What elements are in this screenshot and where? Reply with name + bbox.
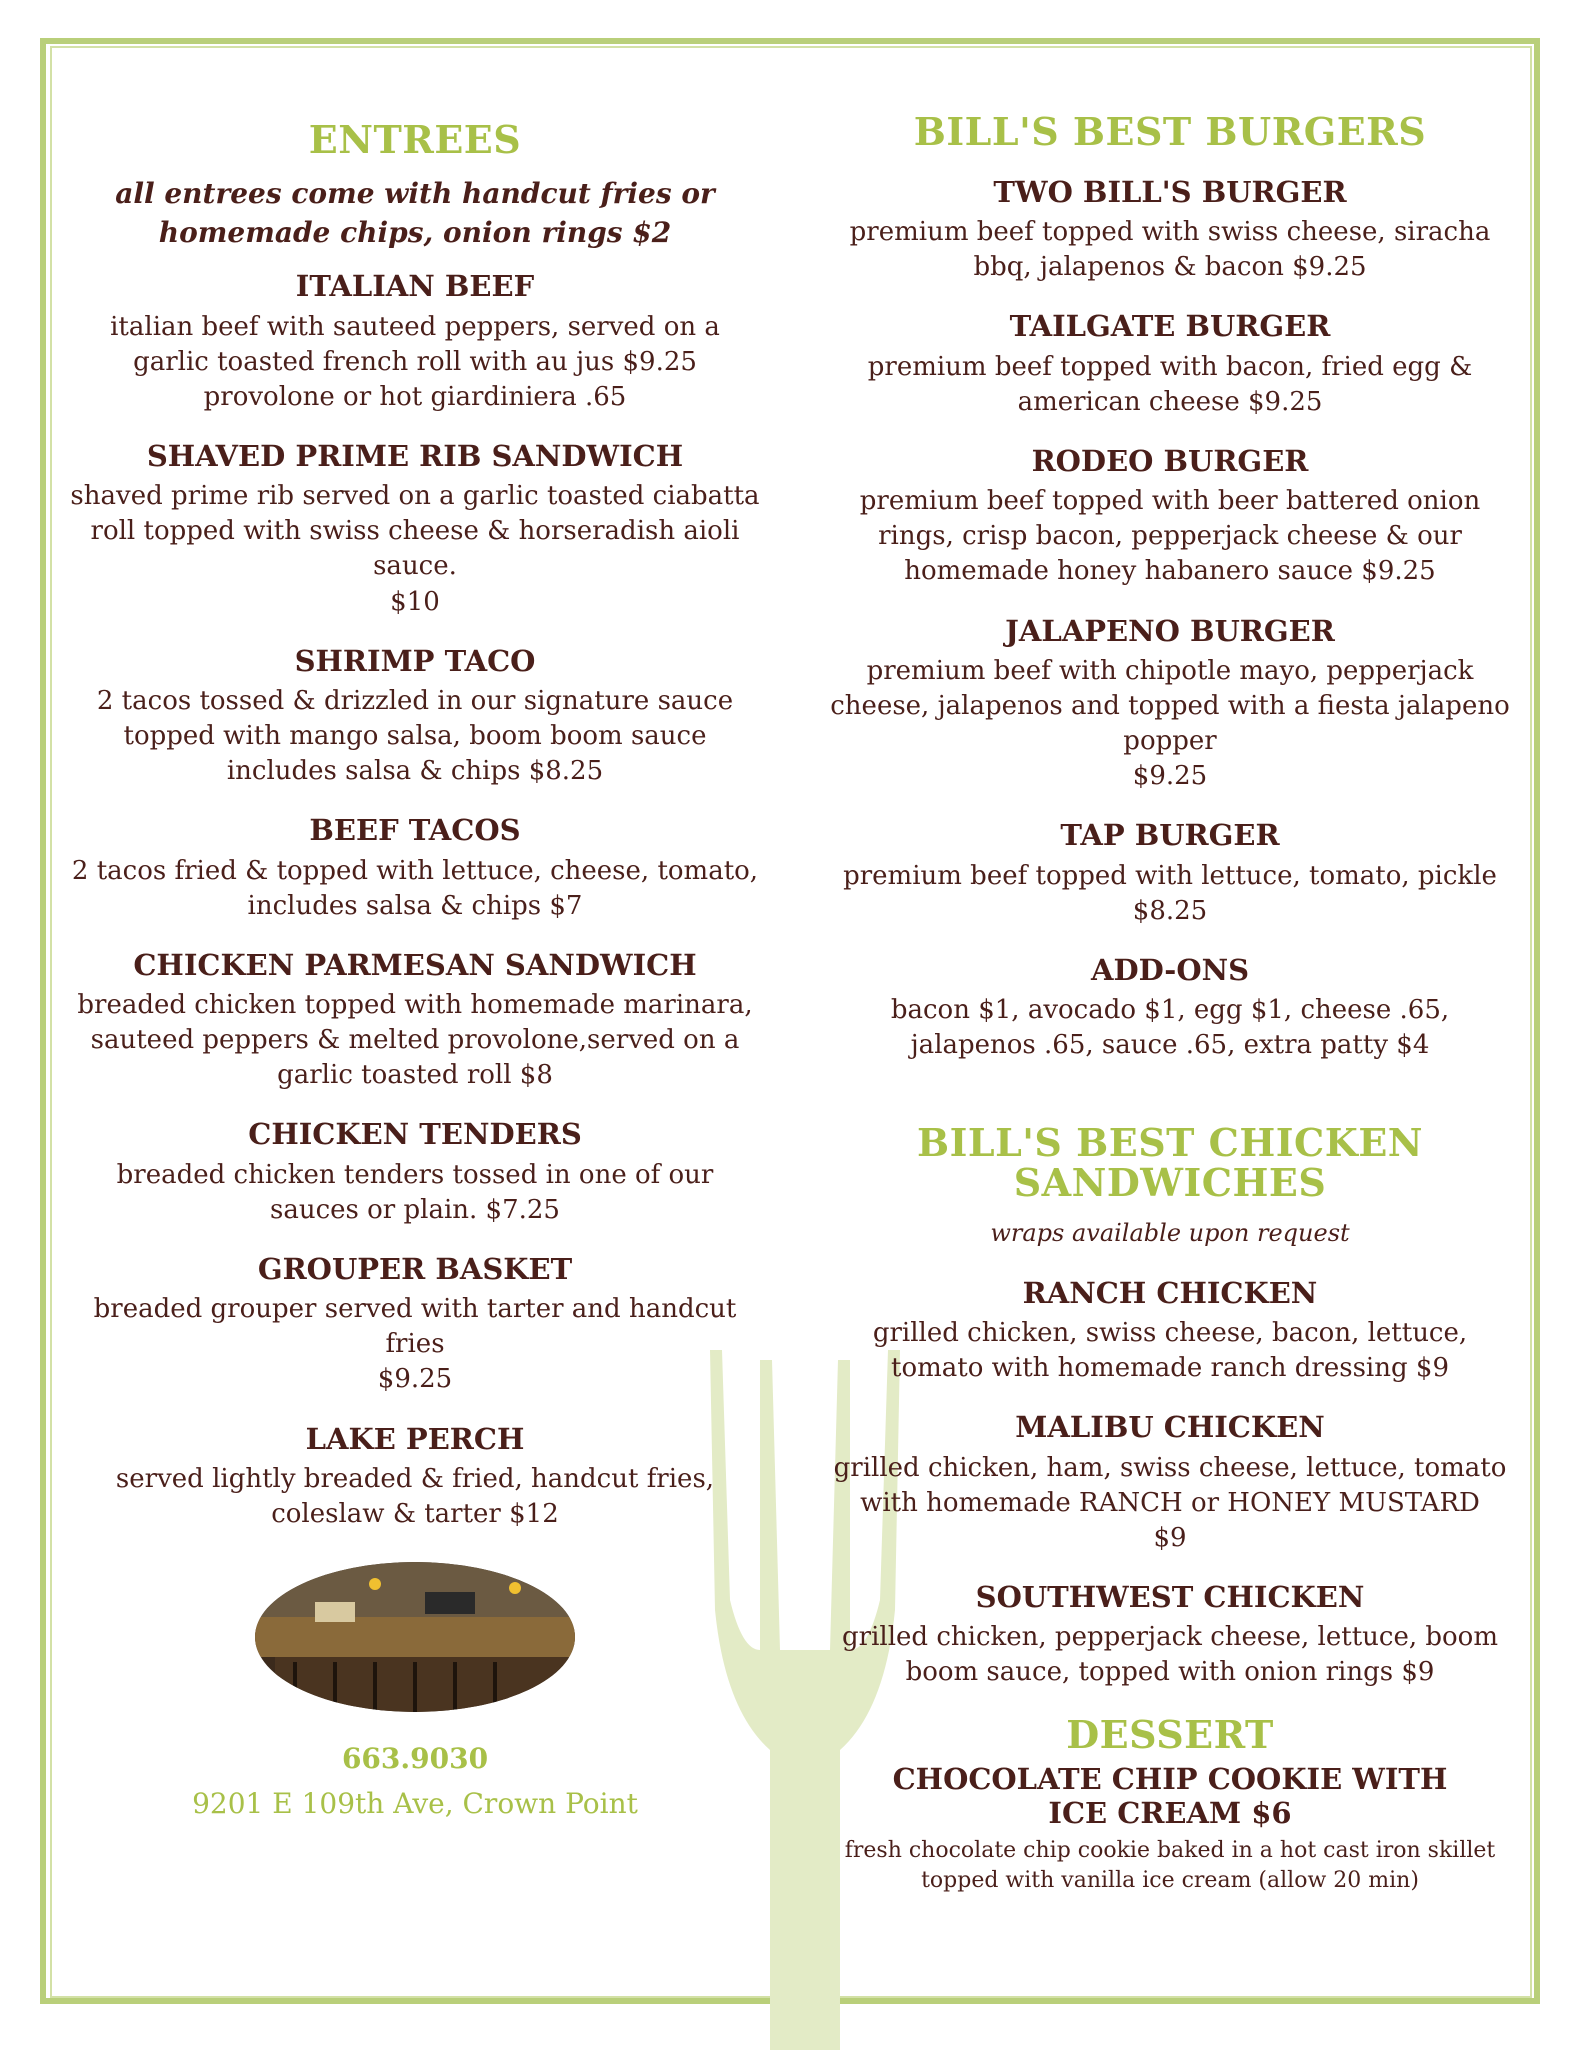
chicken-note: wraps available upon request [990,1219,1350,1248]
item-description: grilled chicken, swiss cheese, bacon, lettuce, tomato with homemade ranch dressing $9 [872,1318,1468,1384]
item-description: breaded chicken tenders tossed in one of our sauces or plain. $7.25 [116,1159,714,1225]
burgers-title: BILL'S BEST BURGERS [913,109,1427,154]
item-description: fresh chocolate chip cookie baked in a hot cast iron skillet topped with vanilla ice cream (allow 20 min) [844,1838,1496,1893]
entrees-column [70,117,760,1821]
item-name: ADD-ONS [1090,952,1250,987]
item-description: premium beef with chipotle mayo, pepperjack cheese, jalapenos and topped with a fiesta jalapeno popper $9.25 [830,655,1510,792]
item-description: premium beef topped with beer battered onion rings, crisp bacon, pepperjack cheese & our homemade honey habanero sauce $9.25 [859,486,1481,587]
menu-item [825,445,1515,590]
item-description: breaded chicken topped with homemade marinara, sauteed peppers & melted provolone,served on a garlic toasted roll $8 [77,990,753,1091]
menu-item [825,1277,1515,1387]
item-name: BEEF TACOS [309,813,521,848]
item-name: SHRIMP TACO [294,643,536,678]
menu-item [70,949,760,1094]
menu-item [70,814,760,924]
menu-item [825,819,1515,929]
dessert-title: DESSERT [1066,1712,1274,1758]
restaurant-photo [255,1562,575,1712]
item-name: CHICKEN PARMESAN SANDWICH [133,947,697,982]
item-description: breaded grouper served with tarter and handcut fries $9.25 [93,1294,737,1395]
chicken-title: BILL'S BEST CHICKEN SANDWICHES [916,1120,1424,1206]
item-name: LAKE PERCH [305,1421,525,1456]
item-name: TAP BURGER [1060,818,1280,853]
menu-item [825,176,1515,286]
burgers-column [825,109,1515,1920]
menu-item [825,954,1515,1064]
entrees-title: ENTREES [308,117,522,162]
item-name: RANCH CHICKEN [1022,1275,1318,1310]
item-name: ITALIAN BEEF [295,269,535,304]
menu-item [825,310,1515,420]
item-name: JALAPENO BURGER [1005,613,1335,648]
item-name: MALIBU CHICKEN [1015,1410,1325,1445]
item-name: SOUTHWEST CHICKEN [975,1579,1365,1614]
menu-item [70,1253,760,1398]
item-name: TWO BILL'S BURGER [993,174,1347,209]
menu-item [70,440,760,620]
item-description: premium beef topped with lettuce, tomato, pickle $8.25 [843,860,1497,926]
menu-item [825,1581,1515,1691]
item-description: 2 tacos tossed & drizzled in our signature sauce topped with mango salsa, boom boom sauce includes salsa & chips $8.25 [96,685,734,787]
item-name: SHAVED PRIME RIB SANDWICH [146,438,684,473]
phone-number: 663.9030 [341,1742,489,1776]
menu-item [70,1423,760,1533]
item-name: GROUPER BASKET [257,1251,573,1286]
menu-item [825,1763,1515,1895]
item-description: bacon $1, avocado $1, egg $1, cheese .65, jalapenos .65, sauce .65, extra patty $4 [890,995,1450,1061]
item-description: premium beef topped with bacon, fried egg & american cheese $9.25 [867,351,1473,417]
item-description: served lightly breaded & fried, handcut fries, coleslaw & tarter $12 [115,1463,715,1529]
item-description: grilled chicken, ham, swiss cheese, lettuce, tomato with homemade RANCH or HONEY MUSTARD $9 [833,1452,1507,1553]
menu-item [825,1411,1515,1556]
item-description: shaved prime rib served on a garlic toasted ciabatta roll topped with swiss cheese & horseradish aioli sauce. $10 [70,481,760,617]
item-description: 2 tacos fried & topped with lettuce, cheese, tomato, includes salsa & chips $7 [71,855,759,921]
item-name: RODEO BURGER [1031,443,1309,478]
menu-item [825,615,1515,795]
menu-item [70,270,760,415]
item-name: TAILGATE BURGER [1009,309,1331,344]
entrees-note: all entrees come with handcut fries or homemade chips, onion rings $2 [115,176,715,250]
menu-item [70,1118,760,1228]
item-name: CHICKEN TENDERS [248,1117,582,1152]
address: 9201 E 109th Ave, Crown Point [192,1787,638,1821]
menu-item [70,645,760,790]
item-description: premium beef topped with swiss cheese, siracha bbq, jalapenos & bacon $9.25 [849,217,1491,283]
item-description: italian beef with sauteed peppers, served on a garlic toasted french roll with au jus $9.25 provolone or hot giardiniera .65 [110,311,720,412]
item-name: CHOCOLATE CHIP COOKIE WITH ICE CREAM $6 [892,1762,1448,1830]
item-description: grilled chicken, pepperjack cheese, lettuce, boom boom sauce, topped with onion rings $9 [842,1622,1498,1688]
